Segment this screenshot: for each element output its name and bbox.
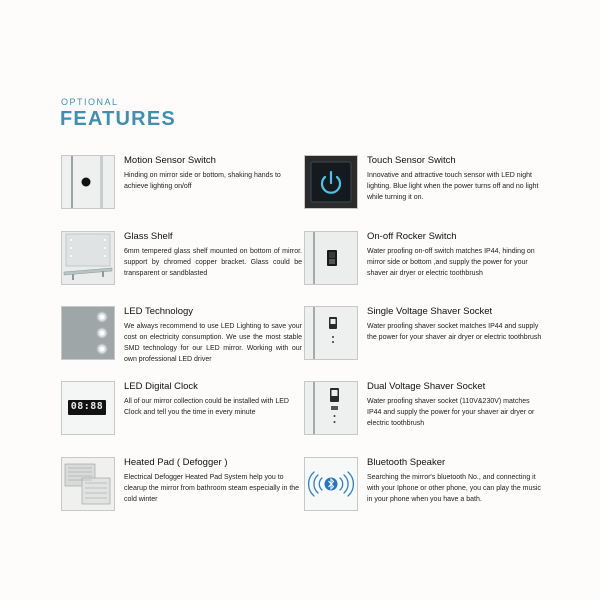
feature-description: Electrical Defogger Heated Pad System help you to clearup the mirror from bathroom steam especially in the cold winter [124,474,300,503]
shaver-socket-icon [304,306,358,360]
motion-sensor-icon [61,155,115,209]
feature-title: Dual Voltage Shaver Socket [367,381,486,392]
rocker-switch-icon [304,231,358,285]
feature-single-shaver-socket [304,306,544,362]
feature-title: Motion Sensor Switch [124,155,216,166]
feature-glass-shelf [61,231,301,287]
feature-description: We always recommend to use LED Lighting to save your cost on electricity consumption. We use the most stable SMD technology for our LED mirror. Working with our own professional LED driver [124,323,302,363]
feature-dual-shaver-socket [304,381,544,437]
optional-label: OPTIONAL [61,97,119,107]
dual-socket-icon [304,381,358,435]
digital-clock-icon [61,381,115,435]
feature-title: Bluetooth Speaker [367,457,446,468]
heated-pad-icon [61,457,115,511]
feature-description: 6mm tempered glass shelf mounted on bottom of mirror. support by chromed copper bracket. Glass could be transparent or sandblasted [124,248,302,277]
feature-description: Searching the mirror's bluetooth No., and connecting it with your Iphone or other phone, you can play the music in your phone when you have a bath. [367,474,541,503]
feature-description: Hinding on mirror side or bottom, shaking hands to achieve lighting on/off [124,172,281,190]
glass-shelf-icon [61,231,115,285]
feature-description: Water proofing shaver socket matches IP44 and supply the power for your shaver air dryer or electric toothbrush [367,323,542,341]
feature-rocker-switch [304,231,544,287]
feature-bluetooth-speaker [304,457,544,513]
feature-description: Water proofing on-off switch matches IP44, hinding on mirror side or bottom ,and supply the power for your shaver air dryer or electric toothbrush [367,248,535,277]
touch-power-icon [304,155,358,209]
feature-title: LED Technology [124,306,194,317]
feature-heated-pad [61,457,301,513]
led-lights-icon [61,306,115,360]
clock-display: 08:88 [70,401,104,412]
feature-title: Glass Shelf [124,231,173,242]
bluetooth-icon [304,457,358,511]
feature-title: LED Digital Clock [124,381,198,392]
feature-description: All of our mirror collection could be installed with LED Clock and tell you the time in every minute [124,398,289,416]
feature-title: Touch Sensor Switch [367,155,456,166]
feature-title: On-off Rocker Switch [367,231,457,242]
feature-title: Heated Pad ( Defogger ) [124,457,228,468]
page-title: FEATURES [60,108,176,130]
feature-title: Single Voltage Shaver Socket [367,306,493,317]
feature-led-digital-clock [61,381,301,437]
feature-led-technology [61,306,301,362]
feature-motion-sensor [61,155,301,211]
feature-touch-sensor [304,155,544,211]
feature-description: Water proofing shaver socket (110V&230V) matches IP44 and supply the power for your shaver air dryer or electric toothbrush [367,398,535,427]
feature-description: Innovative and attractive touch sensor with LED night lighting. Blue light when the power turns off and no light while turning it on. [367,172,539,201]
